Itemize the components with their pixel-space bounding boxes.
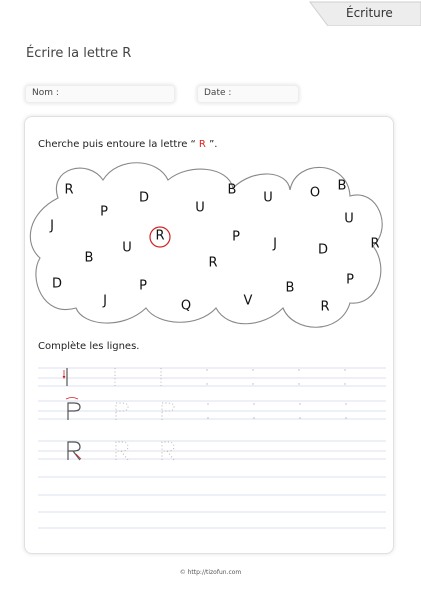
cloud-letter[interactable]: B [227, 182, 237, 198]
cloud-letter[interactable]: U [344, 211, 354, 227]
cloud-letter[interactable]: P [139, 278, 147, 294]
cloud-letter[interactable]: R [208, 255, 218, 271]
cloud-letter[interactable]: D [138, 190, 150, 206]
name-field[interactable] [26, 86, 174, 102]
cloud-letter[interactable]: J [273, 236, 277, 252]
exercise2-instruction: Complète les lignes. [38, 341, 140, 352]
instruction-prefix: Cherche puis entoure la lettre “ [38, 139, 196, 150]
name-label: Nom : [32, 88, 59, 98]
cloud-letter[interactable]: B [285, 280, 295, 296]
target-letter: R [198, 139, 206, 150]
cloud-letter-circled[interactable]: R [155, 228, 165, 244]
cloud-letter[interactable]: P [346, 272, 354, 288]
cloud-letter[interactable]: O [309, 185, 321, 201]
cloud-shape [28, 158, 388, 338]
tab-label: Écriture [346, 6, 393, 20]
footer-credit: © http://tizofun.com [179, 569, 242, 576]
cloud-letter[interactable]: U [122, 240, 132, 256]
cloud-letter[interactable]: D [51, 276, 63, 292]
cloud-letter[interactable]: P [100, 204, 108, 220]
cloud-letter[interactable]: B [84, 250, 94, 266]
cloud-letter[interactable]: R [64, 182, 74, 198]
cloud-letter[interactable]: Q [180, 298, 192, 314]
page-title: Écrire la lettre R [26, 46, 132, 61]
cloud-letter[interactable]: J [50, 218, 54, 234]
exercise1-instruction [38, 139, 217, 150]
writing-lines [38, 364, 388, 534]
cloud-letter[interactable]: R [370, 236, 380, 252]
section-tab [306, 0, 421, 26]
cloud-letter[interactable]: U [195, 200, 205, 216]
cloud-letter[interactable]: D [317, 242, 329, 258]
cloud-letter[interactable]: V [243, 293, 253, 309]
cloud-letter[interactable]: R [320, 299, 330, 315]
trace-row-1 [63, 368, 346, 386]
date-label: Date : [204, 88, 232, 98]
cloud-letter[interactable]: J [103, 293, 107, 309]
instruction-suffix: ”. [209, 139, 218, 150]
cloud-letter[interactable]: P [232, 229, 240, 245]
cloud-letter[interactable]: U [263, 190, 273, 206]
cloud-letter[interactable]: B [337, 178, 347, 194]
date-field[interactable] [198, 86, 298, 102]
